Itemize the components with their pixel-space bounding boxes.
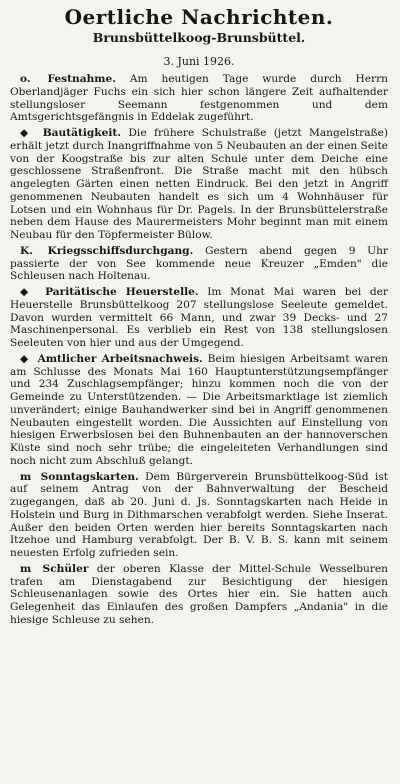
article-arbeitsnachweis	[10, 353, 388, 468]
article-marker: m	[20, 562, 32, 575]
article-bautaetigkeit	[10, 127, 388, 242]
diamond-icon: ◆	[20, 352, 30, 365]
section-title: Oertliche Nachrichten.	[64, 5, 334, 29]
article-marker: o.	[20, 73, 31, 85]
article-headline: Kriegsschiffsdurchgang.	[47, 244, 194, 257]
dateline: 3. Juni 1926.	[163, 55, 235, 68]
article-body: Am heutigen Tage wurde durch Herrn Oberlandjäger Fuchs ein sich hier schon längere Zeit aufhaltender stellungsloser Seemann festgenommen und dem Amtsgerichtsgefängnis in Eddelak zugeführt.	[10, 73, 388, 124]
section-subtitle: Brunsbüttelkoog-Brunsbüttel.	[92, 30, 306, 45]
diamond-icon: ◆	[20, 127, 33, 139]
article-headline: Festnahme.	[47, 73, 116, 85]
article-headline: Bautätigkeit.	[42, 127, 121, 139]
article-body: Dem Bürgerverein Brunsbüttelkoog-Süd ist auf seinem Antrag von der Bahnverwaltung der Bescheid zugegangen, daß ab 20. Juni d. Js. Sonntagskarten nach Heide in Holstein und Burg in Dithmarschen verabfolgt werden. Siehe Inserat. Außer den beiden Orten werden hier bereits Sonntagskarten nach Itzehoe und Hamburg verabfolgt. Der B. V. B. S. kann mit seinem neuesten Erfolg zufrieden sein.	[10, 470, 389, 559]
article-marker: m	[20, 470, 32, 483]
article-headline: Schüler	[42, 562, 89, 575]
article-headline: Amtlicher Arbeitsnachweis.	[37, 352, 203, 365]
article-sonntagskarten	[10, 471, 388, 560]
article-headline: Sonntagskarten.	[40, 470, 139, 483]
article-festnahme	[10, 73, 388, 124]
diamond-icon: ◆	[20, 286, 34, 298]
article-schueler	[10, 563, 388, 627]
article-marker: K.	[20, 244, 33, 257]
article-body: Beim hiesigen Arbeitsamt waren am Schlusse des Monats Mai 160 Hauptunterstützungsempfänger und 234 Zuschlagsempfänger; hinzu kommen noch die von der Gemeinde zu Unterstützenden. — Die Arbeitsmarktlage ist ziemlich unverändert; einige Bauhandwerker sind bei in Angriff genommenen Neubauten eingestellt worden. Die Aussichten auf Einstellung von hiesigen Erwerbslosen bei den Buhnenbauten an der hannoverschen Küste sind noch sehr trübe; die eingeleiteten Verhandlungen sind noch nicht zum Abschluß gelangt.	[10, 352, 389, 467]
article-heuerstelle	[10, 286, 388, 350]
article-kriegsschiffsdurchgang	[10, 245, 388, 283]
article-headline: Paritätische Heuerstelle.	[45, 286, 199, 298]
article-body: Die frühere Schulstraße (jetzt Mangelstraße) erhält jetzt durch Inangriffnahme von 5 Neubauten an der einen Seite von der Koogstraße bis zur alten Schule unter dem Deiche eine geschlossene Straßenfront. Die Straße macht mit den hübsch angelegten Gärten einen netten Eindruck. Bei den jetzt in Angriff genommenen Neubauten handelt es sich um 4 Wohnhäuser für Lotsen und ein Wohnhaus für Dr. Pagels. In der Brunsbüttelerstraße neben dem Hause des Maurermeisters Mohr beginnt man mit einem Neubau für den Töpfermeister Bülow.	[10, 127, 388, 241]
article-body: der oberen Klasse der Mittel-Schule Wesselburen trafen am Dienstagabend zur Besichtigung der hiesigen Schleusenanlagen sowie des Ortes hier ein. Sie hatten auch Gelegenheit das Einlaufen des großen Dampfers „Andania" in die hiesige Schleuse zu sehen.	[10, 562, 388, 626]
article-body: Gestern abend gegen 9 Uhr passierte der von See kommende neue Kreuzer „Emden" die Schleusen nach Holtenau.	[10, 244, 388, 283]
article-body: Im Monat Mai waren bei der Heuerstelle Brunsbüttelkoog 207 stellungslose Seeleute gemeldet. Davon wurden vermittelt 66 Mann, und zwar 39 Decks- und 27 Maschinenpersonal. Es verblieb ein Rest von 138 stellungslosen Seeleuten von hier und aus der Umgegend.	[10, 286, 388, 349]
